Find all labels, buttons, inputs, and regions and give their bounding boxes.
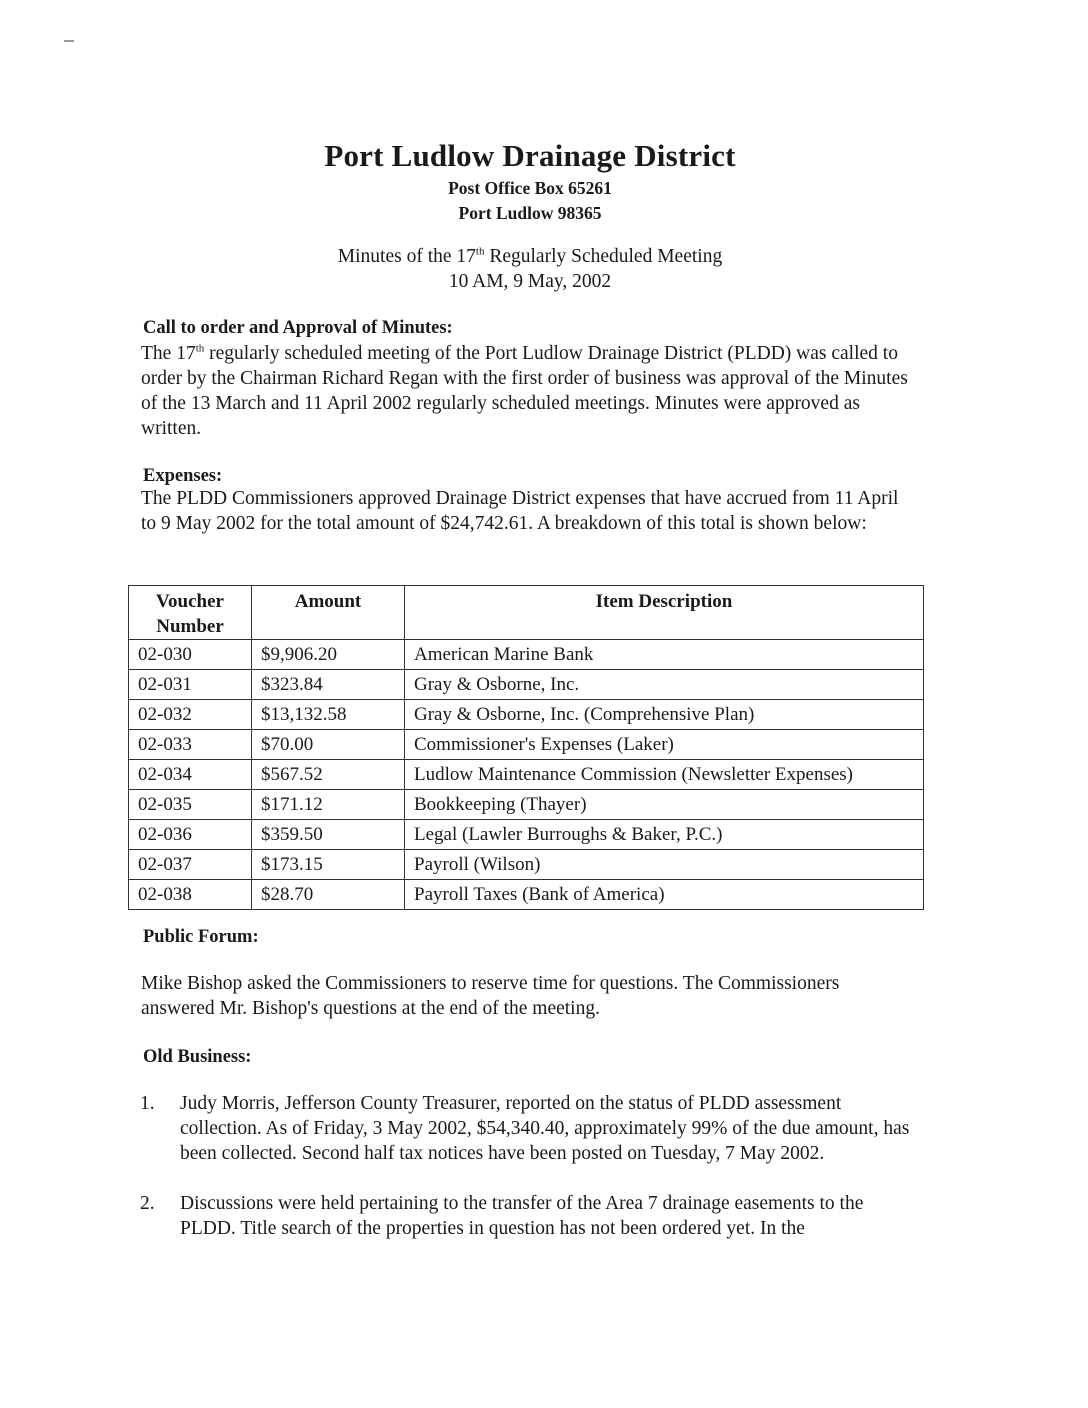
description-cell: Ludlow Maintenance Commission (Newsletter Expenses) (405, 760, 924, 790)
voucher-cell: 02-035 (129, 790, 252, 820)
voucher-cell: 02-031 (129, 670, 252, 700)
address-line-1: Post Office Box 65261 (448, 178, 612, 198)
header-voucher-number: Voucher Number (129, 586, 252, 640)
amount-cell: $171.12 (252, 790, 405, 820)
table-row (129, 760, 924, 790)
expenses-table (128, 585, 924, 910)
call-to-order-text: The 17th regularly scheduled meeting of the Port Ludlow Drainage District (PLDD) was called to order by the Chairman Richard Regan with the first order of business was approval of the Minutes of the 13 March and 11 April 2002 regularly scheduled meetings. Minutes were approved as written. (141, 342, 908, 439)
amount-cell: $9,906.20 (252, 640, 405, 670)
voucher-cell: 02-036 (129, 820, 252, 850)
table-header-row (129, 586, 924, 640)
old-business-heading: Old Business: (143, 1047, 252, 1067)
amount-cell: $323.84 (252, 670, 405, 700)
voucher-cell: 02-037 (129, 850, 252, 880)
table-row (129, 640, 924, 670)
public-forum-heading: Public Forum: (143, 927, 259, 947)
amount-cell: $359.50 (252, 820, 405, 850)
description-cell: Gray & Osborne, Inc. (405, 670, 924, 700)
table-row (129, 820, 924, 850)
table-row (129, 880, 924, 910)
amount-cell: $28.70 (252, 880, 405, 910)
header-item-description: Item Description (405, 586, 924, 640)
amount-cell: $173.15 (252, 850, 405, 880)
description-cell: Payroll (Wilson) (405, 850, 924, 880)
old-business-list (140, 1091, 912, 1266)
document-title: Port Ludlow Drainage District (324, 138, 736, 173)
voucher-cell: 02-038 (129, 880, 252, 910)
amount-cell: $567.52 (252, 760, 405, 790)
table-row (129, 850, 924, 880)
voucher-cell: 02-034 (129, 760, 252, 790)
amount-cell: $13,132.58 (252, 700, 405, 730)
voucher-cell: 02-033 (129, 730, 252, 760)
description-cell: Bookkeeping (Thayer) (405, 790, 924, 820)
description-cell: Payroll Taxes (Bank of America) (405, 880, 924, 910)
description-cell: Commissioner's Expenses (Laker) (405, 730, 924, 760)
voucher-cell: 02-030 (129, 640, 252, 670)
description-cell: Legal (Lawler Burroughs & Baker, P.C.) (405, 820, 924, 850)
description-cell: Gray & Osborne, Inc. (Comprehensive Plan) (405, 700, 924, 730)
header-amount: Amount (252, 586, 405, 640)
address-line-2: Port Ludlow 98365 (458, 203, 602, 223)
public-forum-text: Mike Bishop asked the Commissioners to reserve time for questions. The Commissioners answered Mr. Bishop's questions at the end of the meeting. (141, 973, 840, 1019)
table-row (129, 700, 924, 730)
call-to-order-heading: Call to order and Approval of Minutes: (143, 318, 453, 338)
expenses-text: The PLDD Commissioners approved Drainage District expenses that have accrued from 11 April to 9 May 2002 for the total amount of $24,742.61. A breakdown of this total is shown below: (141, 488, 899, 534)
meeting-date: 10 AM, 9 May, 2002 (448, 271, 612, 292)
description-cell: American Marine Bank (405, 640, 924, 670)
expenses-heading: Expenses: (143, 466, 223, 486)
table-row (129, 670, 924, 700)
list-item: 1. Judy Morris, Jefferson County Treasurer, reported on the status of PLDD assessment collection. As of Friday, 3 May 2002, $54,340.40, approximately 99% of the due amount, has been collected. Second half tax notices have been posted on Tuesday, 7 May 2002. (140, 1093, 910, 1164)
scan-artifact (64, 40, 74, 42)
table-row (129, 730, 924, 760)
voucher-cell: 02-032 (129, 700, 252, 730)
amount-cell: $70.00 (252, 730, 405, 760)
list-item: 2. Discussions were held pertaining to the transfer of the Area 7 drainage easements to the PLDD. Title search of the properties in question has not been ordered yet. In the (140, 1193, 864, 1239)
meeting-subtitle: Minutes of the 17th Regularly Scheduled Meeting (337, 245, 723, 267)
table-row (129, 790, 924, 820)
